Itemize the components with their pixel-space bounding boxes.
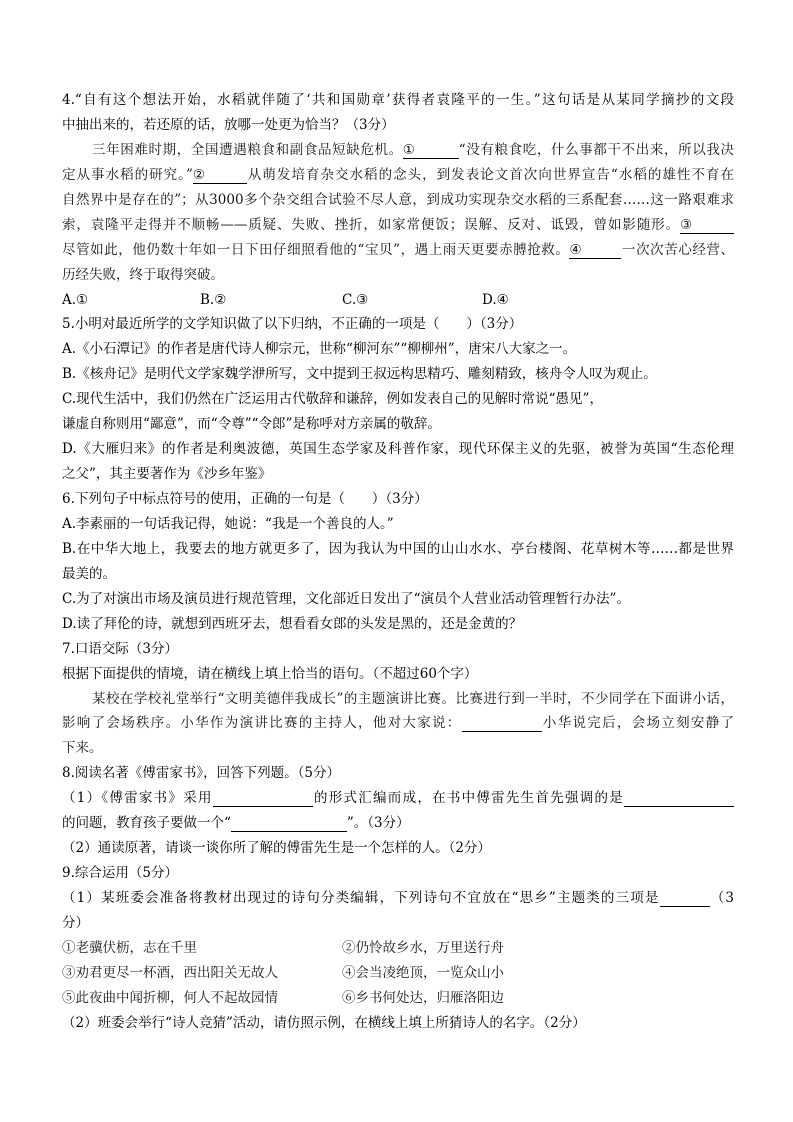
q5-option-b: B.《核舟记》是明代文学家魏学洢所写，文中提到王叔远构思精巧、雕刻精致，核舟令人叹为观止。: [62, 366, 657, 383]
q6-stem: 6.下列句子中标点符号的使用，正确的一句是（ ）（3分）: [62, 491, 428, 507]
q7-passage-text: 影响了会场秩序。小华作为演讲比赛的主持人，他对大家说：: [62, 715, 462, 732]
q4-stem-line-2: 中抽出来的，若还原的话，放哪一处更为恰当？（3分）: [62, 116, 395, 133]
q4-blank-1: ①: [403, 143, 459, 159]
q9-poem-row-1: [62, 936, 734, 961]
q4-stem-line-1: 4.“自有这个想法开始，水稻就伴随了‘共和国勋章’获得者袁隆平的一生。”这句话是从某同学摘抄的文段: [62, 92, 734, 108]
q4-passage-line-4: [62, 213, 734, 238]
q8-sub2: （2）通读原著，请谈一谈你所了解的傅雷先生是一个怎样的人。（2分）: [62, 840, 491, 857]
q4-passage-text: 从萌发培育杂交水稻的念头，到发表论文首次向世界宣告“水稻的雄性不育在: [246, 166, 734, 183]
q8-sub1-text: 的问题，教育孩子要做一个“: [62, 815, 231, 832]
page-content: [62, 88, 734, 1036]
q4-passage-text: 一次次苦心经营、: [621, 241, 734, 258]
q4-option-c: C.③: [342, 291, 369, 308]
q4-blank-4: ④: [569, 243, 621, 259]
q8-sub1-line-1: [62, 786, 734, 811]
q9-sub1-line-2: 分）: [62, 914, 89, 931]
q7-answer-blank: [462, 716, 542, 732]
q9-sub2: （2）班委会举行“诗人竞猜”活动，请仿照示例，在横线上填上所猜诗人的名字。（2分）: [62, 1014, 586, 1031]
q8-sub1-line-2: [62, 811, 734, 836]
q8-title: 8.阅读名著《傅雷家书》，回答下列题。（5分）: [62, 765, 340, 782]
q9-sub1-line-1: [62, 886, 734, 911]
q4-passage-text: 尽管如此，他仍数十年如一日下田仔细照看他的“宝贝”，遇上雨天更要赤膊抢救。: [62, 241, 570, 258]
q4-passage-text: “没有粮食吃，什么事都干不出来，所以我决: [458, 141, 734, 158]
q4-options: [62, 288, 734, 313]
q9-title: 9.综合运用（5分）: [62, 865, 178, 882]
q8-sub1-text: （1）《傅雷家书》采用: [62, 790, 213, 807]
q4-blank-2: ②: [193, 168, 247, 184]
q9-poem-4: ④会当凌绝顶，一览众山小: [342, 964, 504, 981]
q5-option-d-line-2: 之父”，其主要著作为《沙乡年鉴》: [62, 466, 272, 483]
q6-option-b-line-1: B.在中华大地上，我要去的地方就更多了，因为我认为中国的山山水水、亭台楼阁、花草树木等……都是世界: [62, 540, 734, 557]
q5-option-c-line-2: 谦虚自称则用“鄙意”，而“令尊”“令郎”是称呼对方亲属的敬辞。: [62, 416, 441, 433]
q9-sub1-text: （3: [709, 890, 734, 906]
q9-poem-row-3: [62, 986, 734, 1011]
q7-instruction: 根据下面提供的情境，请在横线上填上恰当的语句。（不超过60个字）: [62, 665, 478, 682]
q4-passage-line-2: [62, 163, 734, 188]
q4-blank-3: ③: [680, 218, 734, 234]
q4-option-a: A.①: [62, 291, 89, 308]
q4-passage-line-6: 历经失败，终于取得突破。: [62, 266, 224, 283]
q6-option-a: A.李素丽的一句话我记得，她说：“我是一个善良的人。”: [62, 515, 394, 532]
q7-passage-line-1: 某校在学校礼堂举行“文明美德伴我成长”的主题演讲比赛。比赛进行到一半时，不少同学在下面讲小话，: [92, 690, 734, 707]
q4-passage-text: 定从事水稻的研究。”: [62, 166, 193, 183]
q7-passage-line-2: [62, 711, 734, 736]
q8-blank-2: [624, 791, 734, 807]
q4-passage-line-1: [62, 138, 734, 163]
q7-passage-text: 小华说完后，会场立刻安静了: [541, 715, 734, 732]
q8-blank-1: [213, 791, 313, 807]
q5-option-c-line-1: C.现代生活中，我们仍然在广泛运用古代敬辞和谦辞，例如发表自己的见解时常说“愚见”，: [62, 391, 603, 408]
q9-poem-row-2: [62, 961, 734, 986]
q9-poem-2: ②仍怜故乡水，万里送行舟: [342, 939, 504, 956]
q7-passage-line-3: 下来。: [62, 740, 103, 757]
q8-sub1-text: ”。（3分）: [346, 815, 410, 832]
q4-passage-line-5: [62, 238, 734, 263]
q8-blank-3: [231, 816, 347, 832]
q6-option-d: D.读了拜伦的诗，就想到西班牙去，想看看女郎的头发是黑的，还是金黄的？: [62, 615, 523, 632]
q7-title: 7.口语交际（3分）: [62, 640, 178, 657]
q9-poem-1: ①老骥伏枥，志在千里: [62, 939, 197, 956]
q4-option-b: B.②: [200, 291, 227, 308]
q4-passage-text: 索，袁隆平走得并不顺畅——质疑、失败、挫折，如家常便饭；误解、反对、诋毁，曾如影随形。: [62, 216, 680, 233]
q6-option-c: C.为了对演出市场及演员进行规范管理，文化部近日发出了“演员个人营业活动管理暂行办法”。: [62, 590, 630, 607]
q5-option-d-line-1: D.《大雁归来》的作者是利奥波德，英国生态学家及科普作家，现代环保主义的先驱，被誉为英国“生态伦理: [62, 441, 734, 458]
q6-option-b-line-2: 最美的。: [62, 565, 116, 582]
q4-option-d: D.④: [482, 291, 509, 308]
q5-option-a: A.《小石潭记》的作者是唐代诗人柳宗元，世称“柳河东”“柳柳州”，唐宋八大家之一。: [62, 341, 577, 358]
q9-poem-6: ⑥乡书何处达，归雁洛阳边: [342, 989, 504, 1006]
q5-stem: 5.小明对最近所学的文学知识做了以下归纳，不正确的一项是（ ）（3分）: [62, 316, 523, 333]
q4-passage-line-3: 自然界中是存在的”；从3000多个杂交组合试验不尽人意，到成功实现杂交水稻的三系配套……这一路艰难求: [62, 191, 734, 208]
q9-poem-3: ③劝君更尽一杯酒，西出阳关无故人: [62, 964, 278, 981]
q9-sub1-text: （1）某班委会准备将教材出现过的诗句分类编辑，下列诗句不宜放在“思乡”主题类的三项是: [62, 890, 660, 906]
q8-sub1-text: 的形式汇编而成，在书中傅雷先生首先强调的是: [312, 790, 625, 807]
q4-passage-text: 三年困难时期，全国遭遇粮食和副食品短缺危机。: [92, 141, 403, 158]
q9-blank: [660, 891, 710, 907]
q9-poem-5: ⑤此夜曲中闻折柳，何人不起故园情: [62, 989, 278, 1006]
